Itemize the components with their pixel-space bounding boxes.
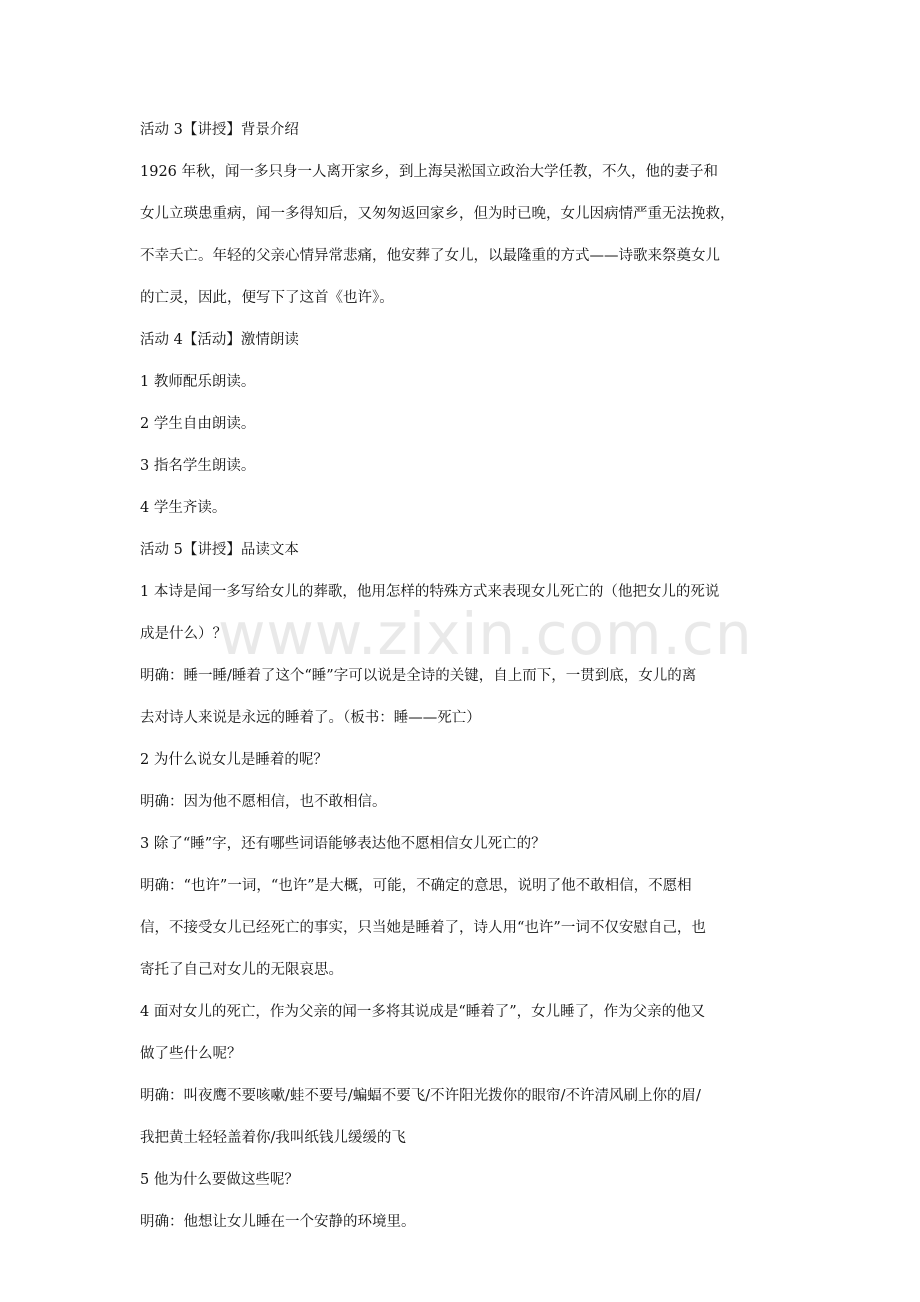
paragraph-line: 2 为什么说女儿是睡着的呢？ <box>140 752 328 768</box>
activity3-heading: 活动 3【讲授】背景介绍 <box>140 122 299 138</box>
answer-3 <box>140 876 785 980</box>
list-item: 4 学生齐读。 <box>140 500 227 516</box>
answer-2 <box>140 792 785 812</box>
question-5 <box>140 1170 785 1190</box>
paragraph-line: 1 本诗是闻一多写给女儿的葬歌，他用怎样的特殊方式来表现女儿死亡的（他把女儿的死说 <box>140 584 720 600</box>
paragraph-line: 信，不接受女儿已经死亡的事实，只当她是睡着了，诗人用“也许”一词不仅安慰自己，也 <box>140 920 706 936</box>
list-item: 1 教师配乐朗读。 <box>140 374 256 390</box>
paragraph-line: 明确：因为他不愿相信，也不敢相信。 <box>140 794 387 810</box>
answer-4 <box>140 1086 785 1148</box>
paragraph-line: 寄托了自己对女儿的无限哀思。 <box>140 962 343 978</box>
question-3 <box>140 834 785 854</box>
paragraph-line: 明确：睡一睡/睡着了这个“睡”字可以说是全诗的关键，自上而下，一贯到底，女儿的离 <box>140 668 697 684</box>
answer-1 <box>140 666 785 728</box>
paragraph-line: 去对诗人来说是永远的睡着了。（板书：睡——死亡） <box>140 710 481 726</box>
paragraph-line: 我把黄土轻轻盖着你/我叫纸钱儿缓缓的飞 <box>140 1130 406 1146</box>
paragraph-line: 的亡灵，因此，便写下了这首《也许》。 <box>140 290 394 306</box>
answer-5 <box>140 1212 785 1232</box>
document-body <box>140 120 785 1254</box>
paragraph-line: 明确：他想让女儿睡在一个安静的环境里。 <box>140 1214 416 1230</box>
paragraph-line: 明确：“也许”一词，“也许”是大概，可能，不确定的意思，说明了他不敢相信，不愿相 <box>140 878 692 894</box>
question-2 <box>140 750 785 770</box>
activity5-heading: 活动 5【讲授】品读文本 <box>140 542 299 558</box>
paragraph-line: 5 他为什么要做这些呢？ <box>140 1172 299 1188</box>
watermark: www.zixin.com.cn <box>218 600 753 668</box>
paragraph-line: 不幸夭亡。年轻的父亲心情异常悲痛，他安葬了女儿，以最隆重的方式——诗歌来祭奠女儿 <box>140 248 720 264</box>
paragraph-line: 3 除了“睡”字，还有哪些词语能够表达他不愿相信女儿死亡的？ <box>140 836 546 852</box>
paragraph-line: 明确：叫夜鹰不要咳嗽/蛙不要号/蝙蝠不要飞/不许阳光拨你的眼帘/不许清风刷上你的眉/ <box>140 1088 701 1104</box>
paragraph-line: 成是什么）？ <box>140 626 227 642</box>
paragraph-line: 做了些什么呢？ <box>140 1046 242 1062</box>
list-item: 2 学生自由朗读。 <box>140 416 256 432</box>
list-item: 3 指名学生朗读。 <box>140 458 256 474</box>
paragraph-line: 4 面对女儿的死亡，作为父亲的闻一多将其说成是“睡着了”，女儿睡了，作为父亲的他又 <box>140 1004 706 1020</box>
question-1 <box>140 582 785 644</box>
activity4-heading: 活动 4【活动】激情朗读 <box>140 332 299 348</box>
paragraph-line: 女儿立瑛患重病，闻一多得知后，又匆匆返回家乡，但为时已晚，女儿因病情严重无法挽救， <box>140 206 735 222</box>
paragraph-line: 1926 年秋，闻一多只身一人离开家乡，到上海吴淞国立政治大学任教，不久，他的妻子和 <box>140 164 719 180</box>
question-4 <box>140 1002 785 1064</box>
activity3-paragraph <box>140 162 785 308</box>
